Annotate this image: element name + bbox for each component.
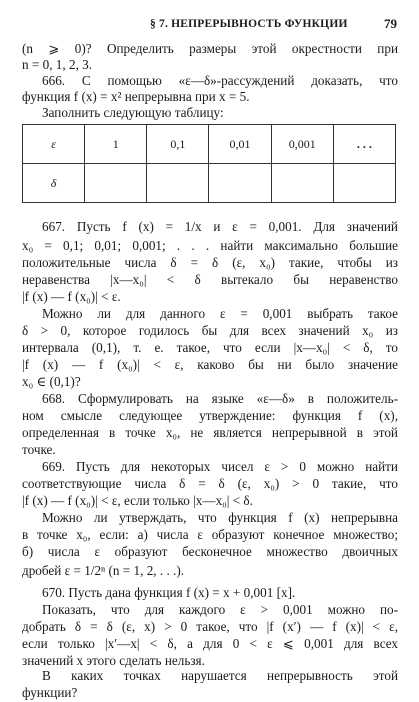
text-line: б) числа ε образуют бесконечное множество двоичных xyxy=(22,544,398,559)
text-line: функции? xyxy=(22,685,78,700)
running-header xyxy=(0,16,419,34)
text-line: добрать δ = δ (ε, x) > 0 такое, что |f (x′) — f (x)| < ε, xyxy=(22,619,398,634)
text-line: дробей ε = 1/2ⁿ (n = 1, 2, . . .). xyxy=(22,563,185,578)
text-line: δ > 0, которое годилось бы для всех значений x₀ из xyxy=(22,323,398,338)
text-line: положительные числа δ = δ (ε, x₀) такие, чтобы из xyxy=(22,255,398,270)
text-line: Показать, что для каждого ε > 0,001 можно по- xyxy=(42,602,398,617)
row-label-delta: δ xyxy=(23,164,85,203)
problem-670: 670. Пусть дана функция f (x) = x + 0,001 [x]. xyxy=(42,585,296,600)
table-cell-empty xyxy=(271,164,333,203)
table-cell: . . . xyxy=(333,125,395,164)
text-line: ном смысле следующее утверждение: функция f (x), xyxy=(22,408,398,423)
text-line: Можно ли для данного ε = 0,001 выбрать такое xyxy=(42,306,398,321)
table-row-delta xyxy=(23,164,396,203)
problem-666: 666. С помощью «ε—δ»-рассуждений доказать, что xyxy=(42,73,398,88)
table-cell: 0,001 xyxy=(271,125,333,164)
table-row-epsilon xyxy=(23,125,396,164)
page-number: 79 xyxy=(384,16,397,31)
text-line: определенная в точке x₀, не является непрерывной в этой xyxy=(22,425,398,440)
text-line: x₀ ∈ (0,1)? xyxy=(22,374,81,389)
problem-668: 668. Сформулировать на языке «ε—δ» в положитель- xyxy=(42,391,398,406)
table-cell-empty xyxy=(147,164,209,203)
table-cell-empty xyxy=(85,164,147,203)
text-line: (n ⩾ 0)? Определить размеры этой окрестности при xyxy=(22,41,398,56)
text-line: в точке x₀, если: а) числа ε образуют конечное множество; xyxy=(22,527,398,542)
text-line: точке. xyxy=(22,442,56,457)
epsilon-delta-table xyxy=(22,124,396,203)
text-line: если только |x′—x| < δ, а для 0 < ε ⩽ 0,001 для всех xyxy=(22,636,398,651)
text-line: функция f (x) = x² непрерывна при x = 5. xyxy=(22,89,250,104)
text-line: x₀ = 0,1; 0,01; 0,001; . . . найти максимально большие xyxy=(22,238,398,253)
table-cell: 0,01 xyxy=(209,125,271,164)
text-line: соответствующие числа δ = δ (ε, x₀) > 0 такие, что xyxy=(22,476,398,491)
problem-669: 669. Пусть для некоторых чисел ε > 0 можно найти xyxy=(42,459,398,474)
table-cell: 0,1 xyxy=(147,125,209,164)
text-line: интервала (0,1), т. е. такое, что если |x—x₀| < δ, то xyxy=(22,340,398,355)
text-line: неравенства |x—x₀| < δ вытекало бы неравенство xyxy=(22,272,398,287)
table-cell: 1 xyxy=(85,125,147,164)
row-label-epsilon: ε xyxy=(23,125,85,164)
text-line: |f (x) — f (x₀)| < ε. xyxy=(22,289,121,304)
text-line: В каких точках нарушается непрерывность этой xyxy=(42,668,398,683)
text-line: |f (x) — f (x₀)| < ε, каково бы ни было значение xyxy=(22,357,398,372)
text-line: n = 0, 1, 2, 3. xyxy=(22,57,93,72)
text-line: Можно ли утверждать, что функция f (x) непрерывна xyxy=(42,510,398,525)
problem-667: 667. Пусть f (x) = 1/x и ε = 0,001. Для значений xyxy=(42,219,398,234)
table-cell-empty xyxy=(333,164,395,203)
text-line: значений x этого сделать нельзя. xyxy=(22,653,205,668)
table-cell-empty xyxy=(209,164,271,203)
text-line: Заполнить следующую таблицу: xyxy=(42,105,224,120)
text-line: |f (x) — f (x₀)| < ε, если только |x—x₀| < δ. xyxy=(22,493,253,508)
chapter-title: § 7. НЕПРЕРЫВНОСТЬ ФУНКЦИИ xyxy=(150,18,348,30)
